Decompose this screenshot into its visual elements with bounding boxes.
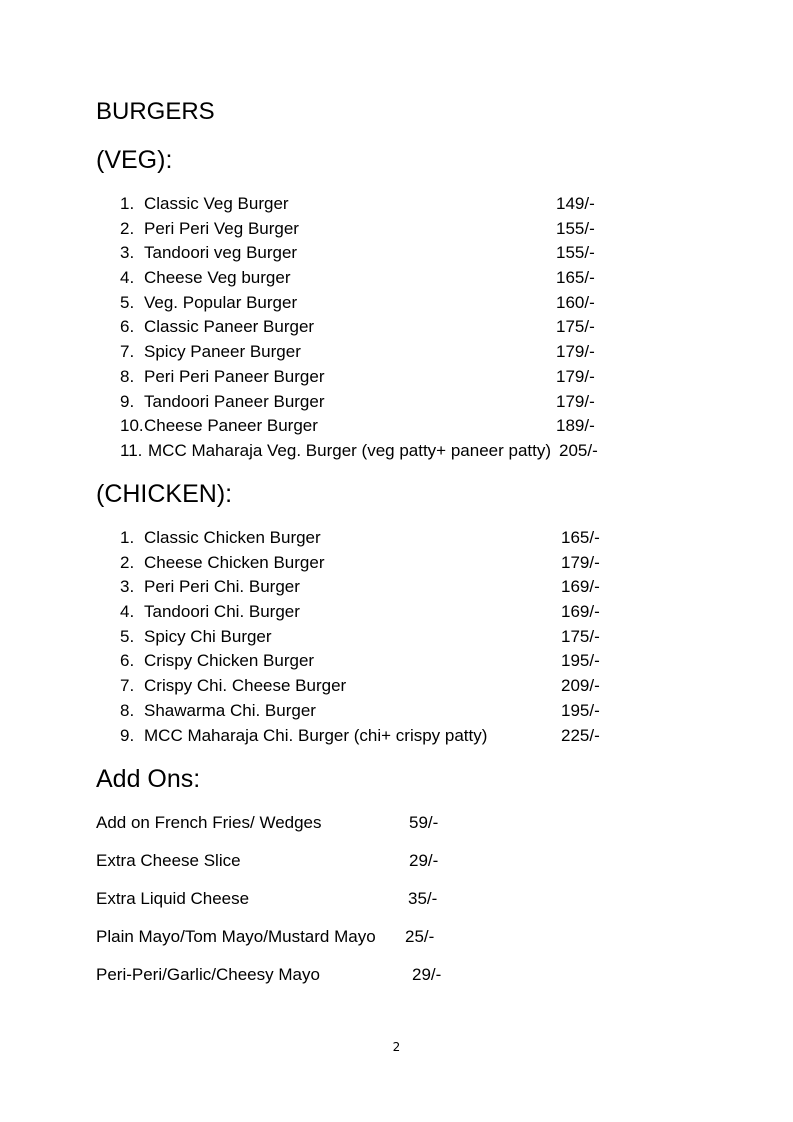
item-number: 10. — [120, 416, 144, 436]
addon-price: 59/- — [409, 813, 439, 832]
addons-heading: Add Ons: — [96, 765, 201, 793]
addon-price: 25/- — [405, 927, 435, 946]
item-name: Veg. Popular Burger — [144, 292, 298, 312]
item-price: 189/- — [556, 416, 595, 436]
item-price: 205/- — [559, 440, 598, 460]
item-number: 9. — [120, 391, 135, 411]
item-number: 4. — [120, 268, 135, 288]
item-price: 225/- — [561, 725, 600, 745]
addon-name: Extra Liquid Cheese — [96, 889, 250, 908]
item-name: Tandoori Chi. Burger — [144, 602, 300, 622]
addon-name: Peri-Peri/Garlic/Cheesy Mayo — [96, 965, 320, 984]
addon-name: Plain Mayo/Tom Mayo/Mustard Mayo — [96, 927, 376, 946]
item-name: Cheese Chicken Burger — [144, 552, 325, 572]
item-number: 3. — [120, 243, 135, 263]
item-name: Cheese Veg burger — [144, 268, 291, 288]
item-price: 169/- — [561, 577, 600, 597]
item-name: Classic Paneer Burger — [144, 317, 315, 337]
item-name: MCC Maharaja Veg. Burger (veg patty+ paneer patty) — [148, 440, 552, 460]
item-name: Tandoori veg Burger — [144, 243, 298, 263]
item-number: 11. — [120, 440, 143, 460]
item-name: Spicy Paneer Burger — [144, 342, 301, 362]
item-name: Crispy Chi. Cheese Burger — [144, 676, 347, 696]
item-price: 195/- — [561, 700, 600, 720]
item-price: 209/- — [561, 676, 600, 696]
item-price: 149/- — [556, 194, 595, 213]
item-price: 179/- — [561, 552, 600, 572]
section-title: BURGERS — [96, 98, 215, 125]
item-number: 8. — [120, 366, 135, 386]
item-number: 6. — [120, 317, 135, 337]
item-price: 169/- — [561, 602, 600, 622]
item-name: Peri Peri Chi. Burger — [144, 577, 300, 597]
item-number: 1. — [120, 528, 135, 547]
item-name: Crispy Chicken Burger — [144, 651, 315, 671]
item-price: 179/- — [556, 366, 595, 386]
item-price: 179/- — [556, 391, 595, 411]
item-number: 5. — [120, 626, 135, 646]
item-number: 2. — [120, 218, 135, 238]
item-name: Classic Veg Burger — [144, 194, 289, 213]
item-price: 175/- — [561, 626, 600, 646]
item-name: Cheese Paneer Burger — [144, 416, 318, 436]
item-price: 165/- — [561, 528, 600, 547]
addon-price: 35/- — [408, 889, 438, 908]
item-price: 160/- — [556, 292, 595, 312]
addon-price: 29/- — [409, 851, 439, 870]
item-price: 195/- — [561, 651, 600, 671]
item-name: Peri Peri Veg Burger — [144, 218, 299, 238]
item-price: 155/- — [556, 243, 595, 263]
item-name: MCC Maharaja Chi. Burger (chi+ crispy patty) — [144, 725, 488, 745]
addon-name: Add on French Fries/ Wedges — [96, 813, 322, 832]
item-number: 6. — [120, 651, 135, 671]
item-price: 175/- — [556, 317, 595, 337]
veg-heading: (VEG): — [96, 146, 173, 174]
chicken-heading: (CHICKEN): — [96, 480, 233, 508]
item-number: 8. — [120, 700, 135, 720]
item-price: 155/- — [556, 218, 595, 238]
item-price: 179/- — [556, 342, 595, 362]
item-name: Classic Chicken Burger — [144, 528, 321, 547]
item-name: Shawarma Chi. Burger — [144, 700, 316, 720]
item-number: 5. — [120, 292, 135, 312]
item-number: 4. — [120, 602, 135, 622]
item-name: Peri Peri Paneer Burger — [144, 366, 325, 386]
item-name: Tandoori Paneer Burger — [144, 391, 325, 411]
item-price: 165/- — [556, 268, 595, 288]
item-number: 1. — [120, 194, 135, 213]
item-number: 7. — [120, 342, 135, 362]
item-number: 9. — [120, 725, 135, 745]
addon-name: Extra Cheese Slice — [96, 851, 241, 870]
item-name: Spicy Chi Burger — [144, 626, 272, 646]
item-number: 7. — [120, 676, 135, 696]
page-number: 2 — [392, 1040, 401, 1054]
item-number: 2. — [120, 552, 135, 572]
addon-price: 29/- — [412, 965, 442, 984]
item-number: 3. — [120, 577, 135, 597]
